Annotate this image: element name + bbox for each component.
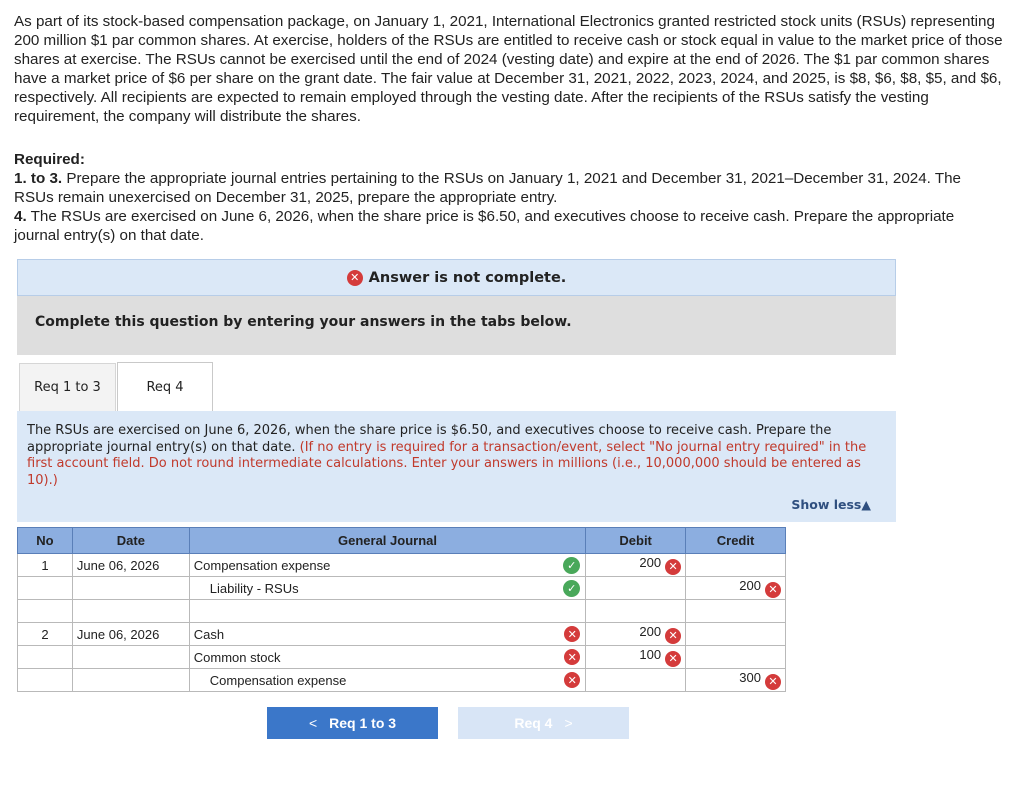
requirement-4-number: 4. xyxy=(14,208,27,225)
debit-value: 200 xyxy=(639,555,662,571)
tab-req-4-label: Req 4 xyxy=(146,379,184,395)
instructions-text: Complete this question by entering your answers in the tabs below. xyxy=(35,314,572,330)
header-no: No xyxy=(18,528,73,554)
problem-paragraph: As part of its stock-based compensation package, on January 1, 2021, International Electronics granted restricted stock units (RSUs) representing 200 million $1 par common shares. At exercise, holders of the RSUs are entitled to receive cash or stock equal in value to the market price of those shares at exercise. The RSUs cannot be exercised until the end of 2024 (vesting date) and expire at the end of 2026. The $1 par common shares have a market price of $6 per share on the grant date. The fair value at December 31, 2021, 2022, 2023, 2024, and 2025, is $8, $6, $8, $5, and $6, respectively. All recipients are expected to remain employed through the vesting date. After the recipients of the RSUs satisfy the vesting requirement, the company will distribute the shares. xyxy=(14,13,1003,125)
debit-value: 200 xyxy=(639,624,662,640)
entry-number: 1 xyxy=(18,554,73,577)
journal-table xyxy=(17,527,786,692)
required-heading: Required: xyxy=(14,151,85,168)
x-circle-icon: ✕ xyxy=(347,270,363,286)
panel-text: The RSUs are exercised on June 6, 2026, when the share price is $6.50, and executives choose to receive cash. Prepare the appropriate journal entry(s) on that date. xyxy=(27,423,832,455)
account-cell[interactable] xyxy=(189,554,585,577)
table-row xyxy=(18,646,786,669)
table-row xyxy=(18,623,786,646)
x-circle-icon: ✕ xyxy=(564,649,580,665)
x-circle-icon: ✕ xyxy=(765,674,781,690)
instructions-bar xyxy=(17,296,896,355)
entry-number xyxy=(18,669,73,692)
date-cell[interactable] xyxy=(72,600,189,623)
date-cell[interactable] xyxy=(72,646,189,669)
debit-cell[interactable] xyxy=(586,600,686,623)
credit-cell[interactable] xyxy=(686,646,786,669)
credit-value: 300 xyxy=(739,670,761,686)
account-cell[interactable] xyxy=(189,623,585,646)
x-circle-icon: ✕ xyxy=(564,672,580,688)
account-name: Compensation expense xyxy=(209,672,347,688)
requirement-4-text: The RSUs are exercised on June 6, 2026, when the share price is $6.50, and executives choose to receive cash. Prepare the appropriate journal entry(s) on that date. xyxy=(14,208,955,244)
prev-req-button[interactable] xyxy=(267,707,438,739)
credit-cell[interactable] xyxy=(686,577,786,600)
x-circle-icon: ✕ xyxy=(665,651,681,667)
account-cell[interactable] xyxy=(189,646,585,669)
requirement-1-3-number: 1. to 3. xyxy=(14,170,63,187)
next-req-button[interactable] xyxy=(458,707,629,739)
debit-cell[interactable] xyxy=(586,669,686,692)
credit-cell[interactable] xyxy=(686,623,786,646)
table-row xyxy=(18,577,786,600)
x-circle-icon: ✕ xyxy=(564,626,580,642)
account-name: Liability - RSUs xyxy=(209,580,299,596)
tab-req-1-to-3-label: Req 1 to 3 xyxy=(34,380,101,395)
debit-cell[interactable] xyxy=(586,623,686,646)
x-circle-icon: ✕ xyxy=(765,582,781,598)
account-cell[interactable] xyxy=(189,577,585,600)
header-credit: Credit xyxy=(686,528,786,554)
credit-cell[interactable] xyxy=(686,554,786,577)
entry-number: 2 xyxy=(18,623,73,646)
required-section xyxy=(14,150,1004,245)
date-cell[interactable]: June 06, 2026 xyxy=(72,623,189,646)
date-cell[interactable]: June 06, 2026 xyxy=(72,554,189,577)
credit-value: 200 xyxy=(739,578,761,594)
entry-number xyxy=(18,646,73,669)
account-name: Cash xyxy=(193,626,225,642)
chevron-left-icon: < xyxy=(308,715,318,731)
x-circle-icon: ✕ xyxy=(665,628,681,644)
credit-cell[interactable] xyxy=(686,600,786,623)
date-cell[interactable] xyxy=(72,577,189,600)
header-general-journal: General Journal xyxy=(189,528,585,554)
entry-number xyxy=(18,577,73,600)
next-req-label: Req 4 xyxy=(514,715,553,731)
debit-cell[interactable] xyxy=(586,577,686,600)
show-less-link[interactable]: Show less▲ xyxy=(791,496,871,512)
header-debit: Debit xyxy=(586,528,686,554)
tab-req-1-to-3[interactable] xyxy=(19,363,116,411)
table-row xyxy=(18,554,786,577)
account-name: Common stock xyxy=(193,649,281,665)
account-cell[interactable] xyxy=(189,600,585,623)
table-row xyxy=(18,600,786,623)
debit-cell[interactable] xyxy=(586,646,686,669)
header-date: Date xyxy=(72,528,189,554)
panel-note: (If no entry is required for a transaction/event, select "No journal entry required" in the first account field. Do not round intermediate calculations. Enter your answers in millions (i.e., 10,000,000 should be entered as 10).) xyxy=(27,439,867,488)
answer-status-banner xyxy=(17,259,896,296)
account-name: Compensation expense xyxy=(193,557,331,573)
journal-header-row xyxy=(18,528,786,554)
chevron-right-icon: > xyxy=(564,715,573,731)
tab-req-4[interactable] xyxy=(117,362,213,412)
prev-req-label: Req 1 to 3 xyxy=(329,715,397,731)
check-icon: ✓ xyxy=(563,557,580,574)
check-icon: ✓ xyxy=(563,580,580,597)
problem-statement xyxy=(14,12,1004,245)
table-row xyxy=(18,669,786,692)
answer-status-text: Answer is not complete. xyxy=(368,269,567,286)
requirement-4 xyxy=(14,207,1004,245)
debit-cell[interactable] xyxy=(586,554,686,577)
entry-number xyxy=(18,600,73,623)
x-circle-icon: ✕ xyxy=(665,559,681,575)
question-panel xyxy=(17,411,896,522)
debit-value: 100 xyxy=(639,647,662,663)
requirement-1-3-text: Prepare the appropriate journal entries pertaining to the RSUs on January 1, 2021 and December 31, 2021–December 31, 2024. The RSUs remain unexercised on December 31, 2025, prepare the appropriate entry. xyxy=(14,170,961,206)
date-cell[interactable] xyxy=(72,669,189,692)
requirement-1-3 xyxy=(14,169,1004,207)
credit-cell[interactable] xyxy=(686,669,786,692)
account-cell[interactable] xyxy=(189,669,585,692)
